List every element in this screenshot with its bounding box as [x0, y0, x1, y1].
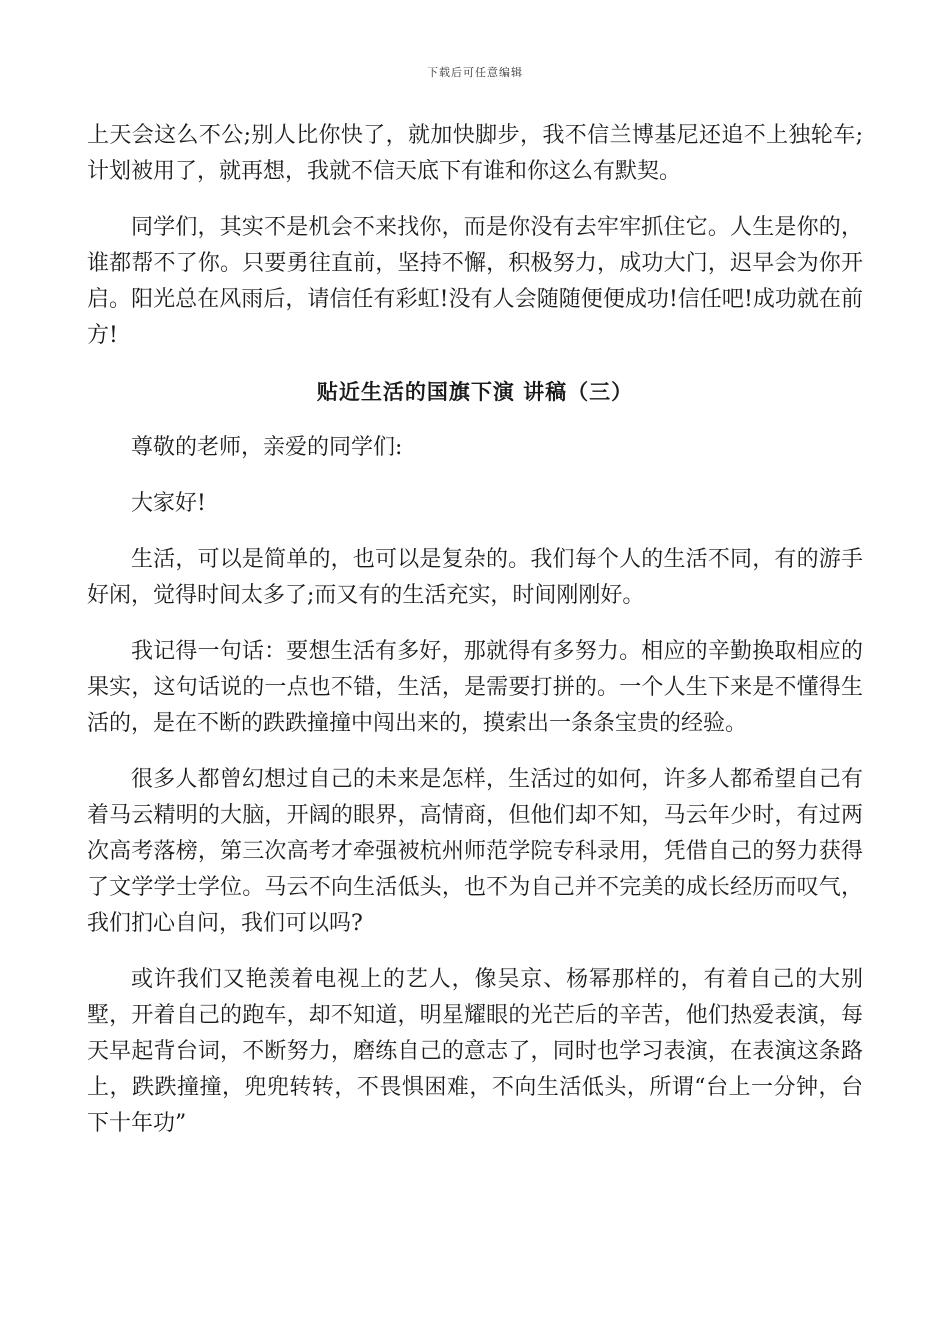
paragraph-continuation: 上天会这么不公;别人比你快了，就加快脚步，我不信兰博基尼还追不上独轮车;计划被用了，就再想，我就不信天底下有谁和你这么有默契。 [87, 123, 863, 184]
paragraph-body: 或许我们又艳羡着电视上的艺人，像吴京、杨幂那样的，有着自己的大别墅，开着自己的跑车，却不知道，明星耀眼的光芒后的辛苦，他们热爱表演，每天早起背台词，不断努力，磨练自己的意志了，同时也学习表演，在表演这条路上，跌跌撞撞，兜兜转转，不畏惧困难，不向生活低头，所谓“台上一分钟，台下十年功” [87, 967, 863, 1136]
page-header: 下载后可任意编辑 [427, 66, 523, 79]
paragraph-greeting: 大家好! [131, 491, 206, 516]
paragraph-body: 很多人都曾幻想过自己的未来是怎样，生活过的如何，许多人都希望自己有着马云精明的大脑，开阔的眼界，高情商，但他们却不知，马云年少时，有过两次高考落榜，第三次高考才牵强被杭州师范学院专科录用，凭借自己的努力获得了文学学士学位。马云不向生活低头，也不为自己并不完美的成长经历而叹气，我们扪心自问，我们可以吗? [87, 767, 863, 936]
paragraph-body: 生活，可以是简单的，也可以是复杂的。我们每个人的生活不同，有的游手好闲，觉得时间太多了;而又有的生活充实，时间刚刚好。 [87, 547, 863, 608]
document-body [87, 118, 863, 1162]
paragraph-salutation: 尊敬的老师，亲爱的同学们: [131, 435, 403, 460]
paragraph-closing: 同学们，其实不是机会不来找你，而是你没有去牢牢抓住它。人生是你的，谁都帮不了你。只要勇往直前，坚持不懈，积极努力，成功大门，迟早会为你开启。阳光总在风雨后，请信任有彩虹!没有人会随随便便成功!信任吧!成功就在前方! [87, 215, 863, 348]
paragraph-body: 我记得一句话：要想生活有多好，那就得有多努力。相应的辛勤换取相应的果实，这句话说的一点也不错，生活，是需要打拼的。一个人生下来是不懂得生活的，是在不断的跌跌撞撞中闯出来的，摸索出一条条宝贵的经验。 [87, 639, 863, 736]
section-title: 贴近生活的国旗下演 讲稿（三） [316, 380, 634, 404]
